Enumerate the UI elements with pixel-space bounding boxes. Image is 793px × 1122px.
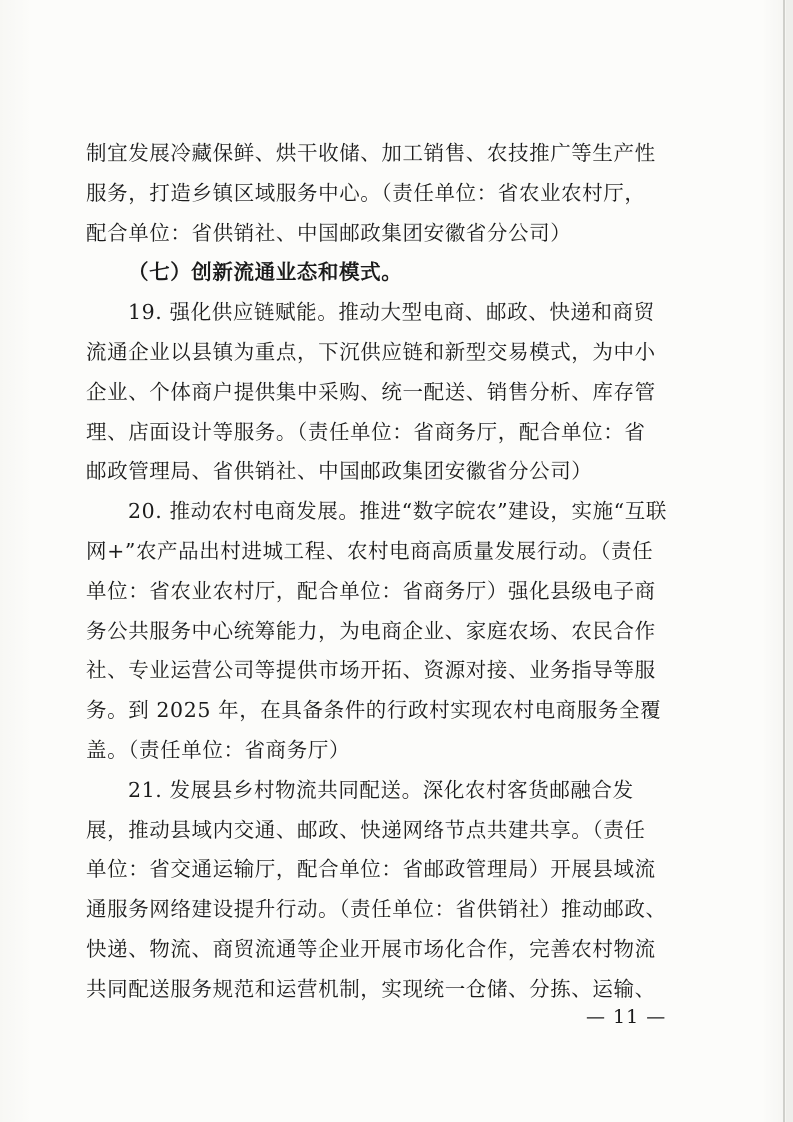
item-20-title-line: 20. 推动农村电商发展。推进“数字皖农”建设，实施“互联 [128, 499, 667, 524]
text-line-11: 网+”农产品出村进城工程、农村电商高质量发展行动。（责任 [86, 538, 654, 563]
text-line-14: 社、专业运营公司等提供市场开拓、资源对接、业务指导等服 [86, 658, 656, 683]
text-line-15: 务。到 2025 年，在具备条件的行政村实现农村电商服务全覆 [86, 698, 662, 723]
item-19-title-line: 19. 强化供应链赋能。推动大型电商、邮政、快递和商贸 [128, 300, 655, 325]
text-line-8: 理、店面设计等服务。（责任单位：省商务厅，配合单位：省 [86, 419, 646, 444]
section-heading: （七）创新流通业态和模式。 [128, 260, 403, 285]
text-line-22: 共同配送服务规范和运营机制，实现统一仓储、分拣、运输、 [86, 976, 656, 1001]
text-line-6: 流通企业以县镇为重点，下沉供应链和新型交易模式，为中小 [86, 339, 656, 364]
page-edge-line [783, 0, 785, 1122]
text-line-16: 盖。（责任单位：省商务厅） [86, 737, 351, 762]
text-line-18: 展，推动县域内交通、邮政、快递网络节点共建共享。（责任 [86, 817, 646, 842]
text-line-7: 企业、个体商户提供集中采购、统一配送、销售分析、库存管 [86, 379, 656, 404]
page-edge-shadow [786, 0, 793, 1122]
text-line-9: 邮政管理局、省供销社、中国邮政集团安徽省分公司） [86, 459, 593, 484]
text-line-12: 单位：省农业农村厅，配合单位：省商务厅）强化县级电子商 [86, 578, 656, 603]
text-line-2: 服务，打造乡镇区域服务中心。（责任单位：省农业农村厅， [86, 180, 646, 205]
document-body [86, 134, 686, 1010]
text-line-19: 单位：省交通运输厅，配合单位：省邮政管理局）开展县域流 [86, 857, 656, 882]
page-number: — 11 — [586, 1006, 667, 1028]
text-line-20: 通服务网络建设提升行动。（责任单位：省供销社）推动邮政、 [86, 897, 667, 922]
text-line-3: 配合单位：省供销社、中国邮政集团安徽省分公司） [86, 220, 572, 245]
text-line-21: 快递、物流、商贸流通等企业开展市场化合作，完善农村物流 [86, 936, 656, 961]
text-line-13: 务公共服务中心统筹能力，为电商企业、家庭农场、农民合作 [86, 618, 656, 643]
text-line-1: 制宜发展冷藏保鲜、烘干收储、加工销售、农技推广等生产性 [86, 141, 656, 165]
item-21-title-line: 21. 发展县乡村物流共同配送。深化农村客货邮融合发 [128, 777, 634, 802]
